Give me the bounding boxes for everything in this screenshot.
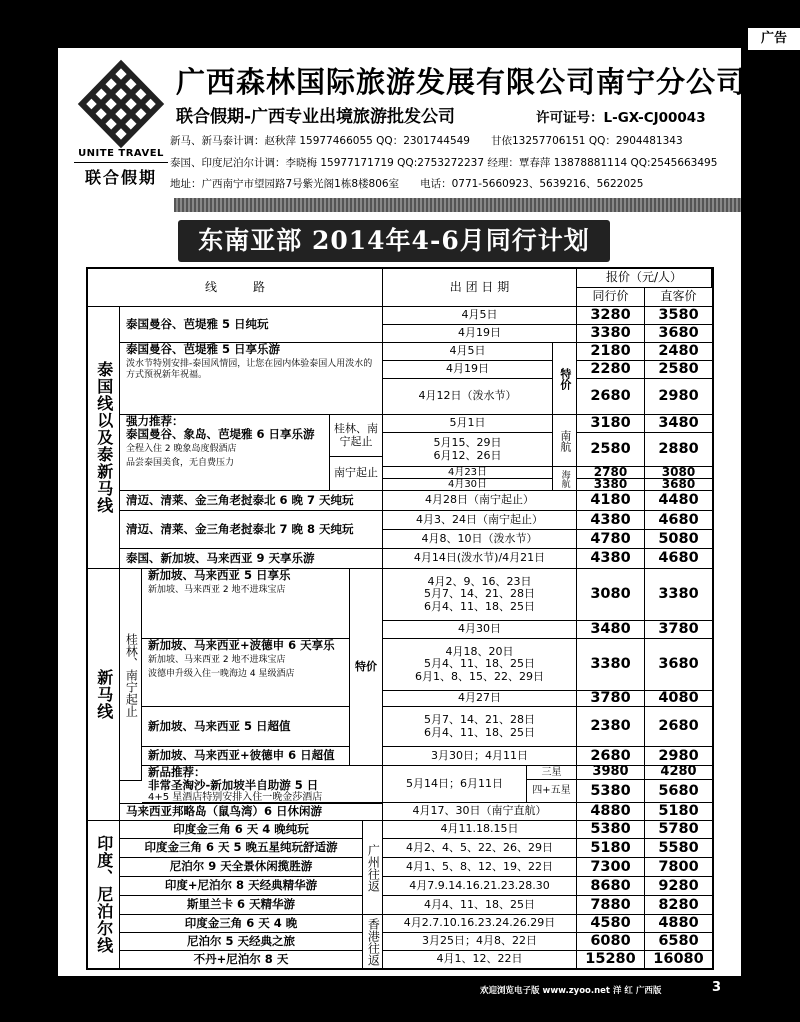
route-name: 泰国曼谷、芭堤雅 5 日纯玩 (120, 307, 383, 343)
peer-price: 7880 (577, 896, 645, 915)
departure-city: 香港往返 (363, 915, 383, 968)
peer-price: 8680 (577, 877, 645, 896)
date-cell: 4月1、5、8、12、19、22日 (383, 858, 577, 877)
direct-price: 4480 (645, 491, 712, 511)
peer-price: 3080 (577, 569, 645, 621)
direct-price: 9280 (645, 877, 712, 896)
date-cell: 5月14日；6月11日 (383, 766, 527, 803)
header-peer-price: 同行价 (577, 288, 645, 307)
route-cell (142, 766, 383, 803)
peer-price: 5180 (577, 839, 645, 858)
route-name: 不丹+尼泊尔 8 天 (120, 951, 363, 968)
route-note: 品尝泰国美食，无自费压力 (126, 457, 235, 468)
peer-price: 3180 (577, 415, 645, 433)
header-direct-price: 直客价 (645, 288, 712, 307)
date-cell: 5月15、29日 6月12、26日 (383, 433, 553, 467)
date-cell: 4月7.9.14.16.21.23.28.30 (383, 877, 577, 896)
peer-price: 2580 (577, 433, 645, 467)
page-number: 3 (712, 980, 722, 995)
route-name: 泰国、新加坡、马来西亚 9 天享乐游 (120, 549, 383, 569)
date-cell: 3月25日；4月8、22日 (383, 933, 577, 951)
departure-city: 桂林、南宁起止 (330, 415, 383, 457)
direct-price: 2880 (645, 433, 712, 467)
peer-price: 7300 (577, 858, 645, 877)
route-name: 印度+尼泊尔 8 天经典精华游 (120, 877, 363, 896)
peer-price: 2280 (577, 361, 645, 379)
footer-text: 欢迎浏览电子版 www.zyoo.net 洋 红 广西版 (480, 986, 662, 996)
date-cell: 4月27日 (383, 691, 577, 707)
ad-tag: 广告 (748, 28, 800, 50)
peer-price: 6080 (577, 933, 645, 951)
direct-price: 6580 (645, 933, 712, 951)
direct-price: 7800 (645, 858, 712, 877)
direct-price: 3680 (645, 639, 712, 691)
route-name: 新加坡、马来西亚+彼德申 6 日超值 (142, 747, 350, 766)
route-name: 泰国曼谷、芭堤雅 5 日享乐游 (126, 343, 281, 356)
route-name: 泰国曼谷、象岛、芭堤雅 6 日享乐游 (126, 427, 315, 442)
peer-price: 15280 (577, 951, 645, 968)
license-number: 许可证号：L-GX-CJ00043 (536, 110, 706, 126)
direct-price: 5680 (645, 780, 712, 803)
direct-price: 3480 (645, 415, 712, 433)
route-name: 尼泊尔 5 天经典之旅 (120, 933, 363, 951)
direct-price: 8280 (645, 896, 712, 915)
peer-price: 3780 (577, 691, 645, 707)
direct-price: 3680 (645, 325, 712, 343)
airline-tag: 海航 (553, 467, 577, 491)
peer-price: 3280 (577, 307, 645, 325)
route-name: 尼泊尔 9 天全景休闲揽胜游 (120, 858, 363, 877)
contact-line: 泰国、印度尼泊尔计调：李晓梅 15977171719 QQ:2753272237 经理：覃春萍 13878881114 QQ:2545663495 (170, 157, 718, 169)
date-cell: 4月4、11、18、25日 (383, 896, 577, 915)
contact-line: 新马、新马泰计调：赵秋萍 15977466055 QQ：2301744549 甘依13257706151 QQ：2904481343 (170, 135, 683, 147)
departure-city: 广州往返 (363, 821, 383, 915)
peer-price: 4380 (577, 511, 645, 530)
direct-price: 4080 (645, 691, 712, 707)
logo-chinese: 联合假期 (74, 162, 168, 188)
section-singapore-malaysia: 新马线 (88, 569, 120, 821)
header-price: 报价（元/人） (577, 269, 712, 288)
header-divider (174, 198, 741, 212)
section-india-nepal: 印度、尼泊尔线 (88, 821, 120, 968)
direct-price: 2480 (645, 343, 712, 361)
departure-city: 桂林、南宁起止 (120, 569, 142, 781)
direct-price: 2680 (645, 707, 712, 747)
route-name: 印度金三角 6 天 5 晚五星纯玩舒适游 (120, 839, 363, 858)
route-name: 马来西亚邦略岛（鼠鸟湾）6 日休闲游 (120, 803, 383, 821)
company-subtitle: 联合假期-广西专业出境旅游批发公司 (176, 107, 456, 127)
route-note: 4+5 星酒店特别安排入住一晚金莎酒店 (148, 792, 323, 803)
route-cell (142, 639, 350, 707)
direct-price: 5080 (645, 530, 712, 549)
route-note: 泼水节特别安排-泰国风情园，让您在园内体验泰国人用泼水的方式预祝新年祝福。 (126, 359, 373, 380)
date-cell: 4月18、20日 5月4、11、18、25日 6月1、8、15、22、29日 (383, 639, 577, 691)
company-logo (74, 58, 168, 188)
route-tag: 强力推荐： (126, 415, 184, 428)
peer-price: 4380 (577, 549, 645, 569)
peer-price: 2780 (577, 467, 645, 479)
peer-price: 4780 (577, 530, 645, 549)
company-name: 广西森林国际旅游发展有限公司南宁分公司 (176, 65, 747, 99)
peer-price: 3480 (577, 621, 645, 639)
special-price-tag: 特价 (553, 343, 577, 415)
peer-price: 5380 (577, 821, 645, 839)
date-cell: 3月30日；4月11日 (383, 747, 577, 766)
date-cell: 4月1、12、22日 (383, 951, 577, 968)
date-cell: 4月19日 (383, 361, 553, 379)
route-name: 新加坡、马来西亚 5 日超值 (142, 707, 350, 747)
peer-price: 2380 (577, 707, 645, 747)
special-price-tag: 特价 (350, 569, 383, 766)
date-cell: 4月14日(泼水节)/4月21日 (383, 549, 577, 569)
route-tag: 新品推荐： (148, 766, 206, 779)
section-thailand: 泰国线以及泰新马线 (88, 307, 120, 569)
direct-price: 4880 (645, 915, 712, 933)
date-cell: 4月30日 (383, 479, 553, 491)
header-date: 出 团 日 期 (383, 269, 577, 307)
date-cell: 4月2、4、5、22、26、29日 (383, 839, 577, 858)
route-name: 清迈、清莱、金三角老挝泰北 6 晚 7 天纯玩 (120, 491, 383, 511)
date-cell: 4月5日 (383, 307, 577, 325)
direct-price: 4280 (645, 766, 712, 780)
date-cell: 5月1日 (383, 415, 553, 433)
direct-price: 2980 (645, 747, 712, 766)
date-cell: 4月11.18.15日 (383, 821, 577, 839)
direct-price: 3680 (645, 479, 712, 491)
date-cell: 4月2.7.10.16.23.24.26.29日 (383, 915, 577, 933)
date-cell: 4月23日 (383, 467, 553, 479)
logo-english: UNITE TRAVEL (78, 148, 164, 159)
hotel-grade: 四+五星 (527, 780, 577, 803)
airline-tag: 南航 (553, 415, 577, 467)
date-cell: 4月8、10日（泼水节） (383, 530, 577, 549)
direct-price: 2980 (645, 379, 712, 415)
date-cell: 4月30日 (383, 621, 577, 639)
peer-price: 3380 (577, 479, 645, 491)
route-note: 新加坡、马来西亚 2 地不进珠宝店 (148, 655, 286, 666)
peer-price: 3380 (577, 325, 645, 343)
route-note: 波德申升级入住一晚海边 4 星级酒店 (148, 668, 295, 679)
date-cell: 4月17、30日（南宁直航） (383, 803, 577, 821)
date-cell: 4月19日 (383, 325, 577, 343)
route-name: 新加坡、马来西亚 5 日享乐 (148, 569, 291, 582)
header-route: 线 路 (88, 269, 383, 307)
route-note: 全程入住 2 晚象岛度假酒店 (126, 444, 237, 455)
direct-price: 5780 (645, 821, 712, 839)
direct-price: 5180 (645, 803, 712, 821)
route-cell (120, 415, 330, 491)
route-note: 新加坡、马来西亚 2 地不进珠宝店 (148, 585, 286, 596)
direct-price: 3080 (645, 467, 712, 479)
peer-price: 4880 (577, 803, 645, 821)
direct-price: 5580 (645, 839, 712, 858)
date-cell: 4月3、24日（南宁起止） (383, 511, 577, 530)
page-title: 东南亚部 2014年4-6月同行计划 (178, 220, 610, 262)
direct-price: 4680 (645, 511, 712, 530)
peer-price: 3380 (577, 639, 645, 691)
peer-price: 3980 (577, 766, 645, 780)
peer-price: 4180 (577, 491, 645, 511)
date-cell: 4月12日（泼水节） (383, 379, 553, 415)
peer-price: 5380 (577, 780, 645, 803)
peer-price: 2180 (577, 343, 645, 361)
date-cell: 4月28日（南宁起止） (383, 491, 577, 511)
route-name: 新加坡、马来西亚+波德申 6 天享乐 (148, 639, 335, 652)
date-cell: 4月5日 (383, 343, 553, 361)
direct-price: 2580 (645, 361, 712, 379)
route-name: 斯里兰卡 6 天精华游 (120, 896, 363, 915)
address-line: 地址：广西南宁市望园路7号紫光阁1栋8楼806室 电话：0771-5660923、5639216、5622025 (170, 178, 644, 190)
date-cell: 4月2、9、16、23日 5月7、14、21、28日 6月4、11、18、25日 (383, 569, 577, 621)
peer-price: 2680 (577, 747, 645, 766)
endless-knot-icon (74, 58, 168, 150)
route-name: 印度金三角 6 天 4 晚 (120, 915, 363, 933)
direct-price: 4680 (645, 549, 712, 569)
peer-price: 2680 (577, 379, 645, 415)
route-name: 非常圣淘沙-新加坡半自助游 5 日 (148, 778, 319, 793)
route-name: 清迈、清莱、金三角老挝泰北 7 晚 8 天纯玩 (120, 511, 383, 549)
price-table (86, 267, 714, 970)
departure-city: 南宁起止 (330, 457, 383, 491)
route-name: 印度金三角 6 天 4 晚纯玩 (120, 821, 363, 839)
direct-price: 16080 (653, 951, 704, 968)
date-cell: 5月7、14、21、28日 6月4、11、18、25日 (383, 707, 577, 747)
direct-price: 3580 (645, 307, 712, 325)
flyer-paper (58, 48, 747, 976)
direct-price: 3780 (645, 621, 712, 639)
direct-price: 3380 (645, 569, 712, 621)
route-cell (120, 343, 383, 415)
route-cell (142, 569, 350, 639)
peer-price: 4580 (577, 915, 645, 933)
hotel-grade: 三星 (527, 766, 577, 780)
